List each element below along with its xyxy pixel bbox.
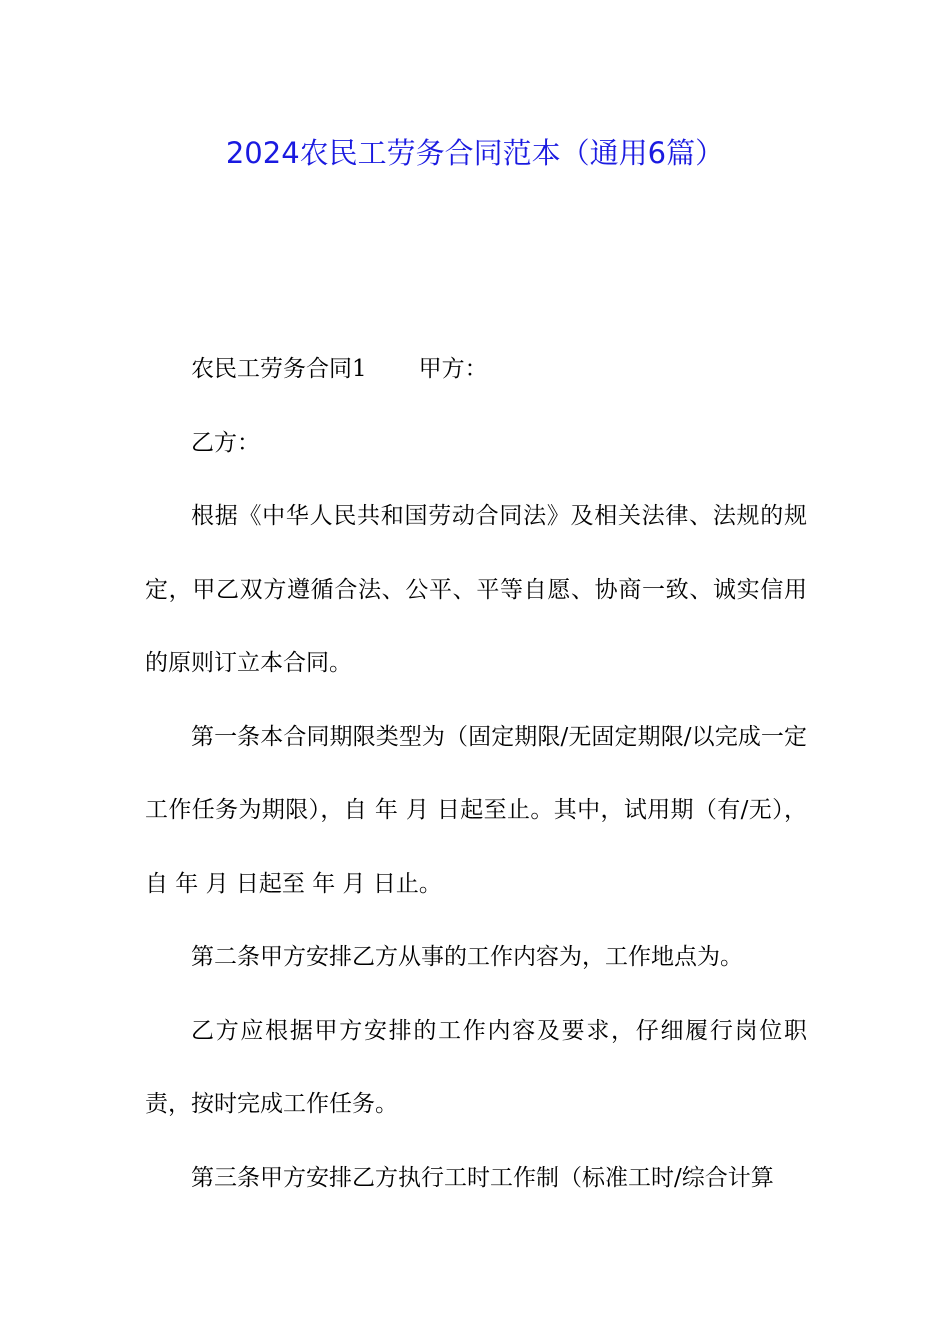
party-a-label: 甲方： [418, 356, 488, 382]
paragraph-article-3: 第三条甲方安排乙方执行工时工作制（标准工时/综合计算 [191, 1164, 774, 1191]
paragraph-article-2: 第二条甲方安排乙方从事的工作内容为，工作地点为。 [191, 944, 743, 970]
document-body [145, 333, 807, 1215]
contract-label: 农民工劳务合同1 [191, 356, 367, 382]
paragraph-duties: 乙方应根据甲方安排的工作内容及要求，仔细履行岗位职责，按时完成工作任务。 [145, 1017, 807, 1117]
heading-line [145, 333, 807, 407]
paragraph-party-b: 乙方： [191, 429, 260, 456]
document-title: 2024农民工劳务合同范本（通用6篇） [225, 136, 725, 170]
paragraph-article-1: 第一条本合同期限类型为（固定期限/无固定期限/以完成一定工作任务为期限），自 年 月 日起至止。其中，试用期（有/无），自 年 月 日起至 年 月 日止。 [145, 723, 807, 897]
paragraph-preamble: 根据《中华人民共和国劳动合同法》及相关法律、法规的规定，甲乙双方遵循合法、公平、平等自愿、协商一致、诚实信用的原则订立本合同。 [145, 503, 807, 676]
